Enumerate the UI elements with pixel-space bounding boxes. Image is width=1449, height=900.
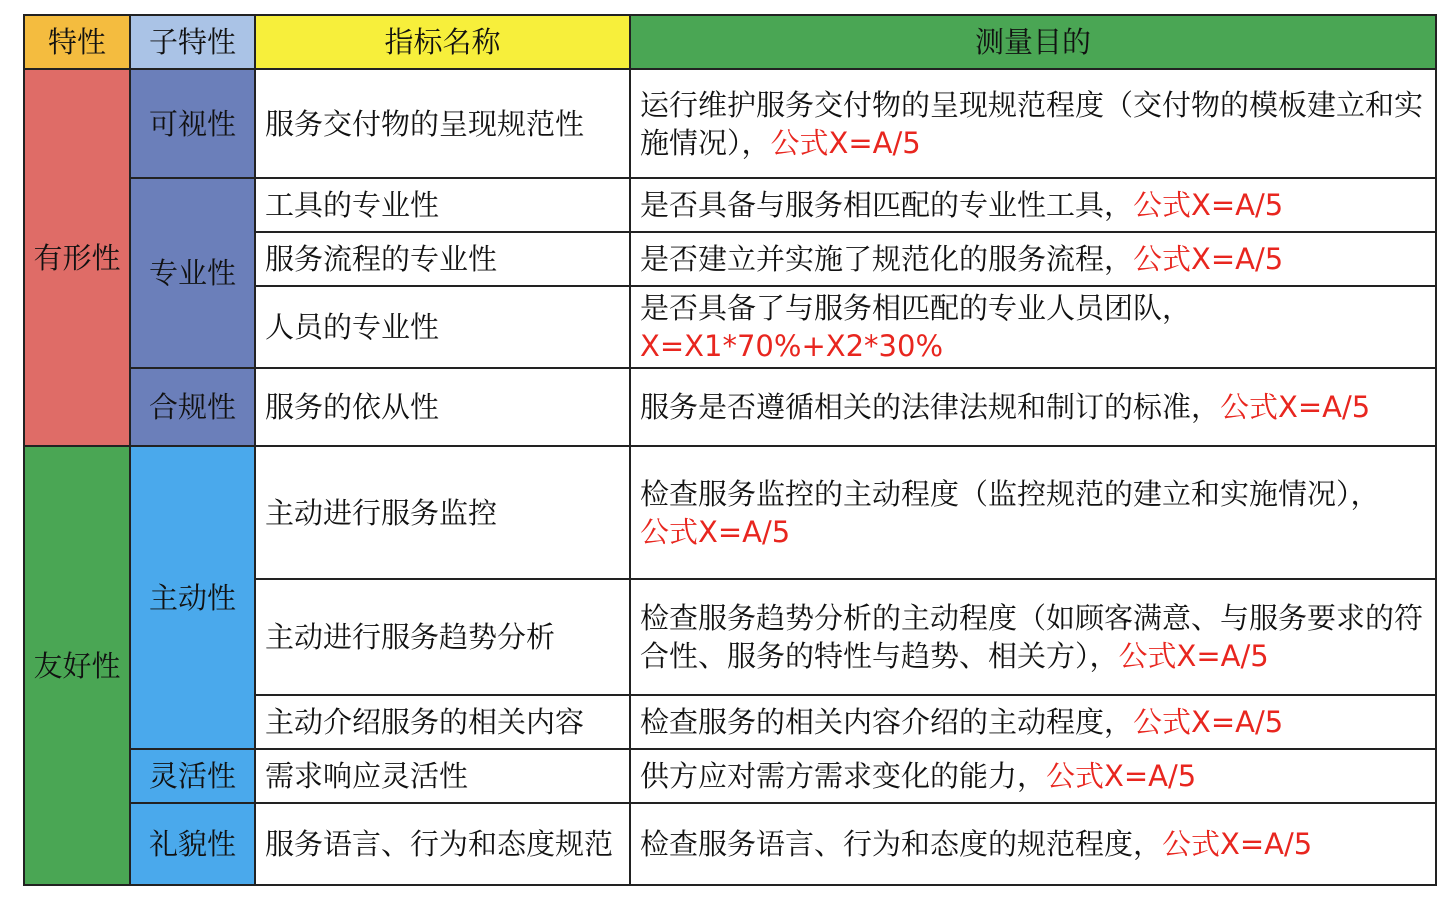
table-row	[24, 178, 1436, 232]
purpose-text: 检查服务语言、行为和态度的规范程度，	[640, 827, 1163, 861]
table-row	[24, 749, 1436, 803]
table-row	[24, 803, 1436, 885]
measure-purpose	[630, 178, 1436, 232]
purpose-text: 服务是否遵循相关的法律法规和制订的标准，	[640, 390, 1221, 424]
formula-text: 公式X=A/5	[770, 125, 921, 160]
indicator-name: 服务的依从性	[255, 368, 630, 446]
header-measure-purpose: 测量目的	[630, 15, 1436, 69]
measure-purpose	[630, 232, 1436, 286]
group-tangible: 有形性	[24, 69, 130, 446]
indicator-name: 服务交付物的呈现规范性	[255, 69, 630, 178]
measure-purpose	[630, 579, 1436, 695]
subgroup-compliance: 合规性	[130, 368, 255, 446]
table-row	[24, 69, 1436, 178]
formula-text: 公式X=A/5	[1162, 827, 1313, 861]
table-row	[24, 446, 1436, 579]
formula-text: 公式X=A/5	[1133, 705, 1284, 739]
header-characteristic: 特性	[24, 15, 130, 69]
measure-purpose	[630, 286, 1436, 368]
indicator-name: 工具的专业性	[255, 178, 630, 232]
indicator-name: 服务语言、行为和态度规范	[255, 803, 630, 885]
formula-text: 公式X=A/5	[1133, 188, 1284, 222]
indicator-name: 人员的专业性	[255, 286, 630, 368]
formula-text: 公式X=A/5	[1220, 390, 1371, 424]
purpose-text: 运行维护服务交付物的呈现规范程度（交付物的模板建立和实施情况），	[640, 87, 1424, 160]
formula-text: 公式X=A/5	[640, 514, 791, 549]
formula-text: 公式X=A/5	[1118, 639, 1269, 673]
indicator-name: 主动介绍服务的相关内容	[255, 695, 630, 749]
subgroup-active: 主动性	[130, 446, 255, 749]
purpose-text: 检查服务的相关内容介绍的主动程度，	[640, 705, 1134, 739]
purpose-text: 检查服务趋势分析的主动程度（如顾客满意、与服务要求的符合性、服务的特性与趋势、相关方），	[640, 601, 1424, 673]
measure-purpose	[630, 69, 1436, 178]
metrics-table	[23, 14, 1437, 886]
header-row	[24, 15, 1436, 69]
header-sub-characteristic: 子特性	[130, 15, 255, 69]
measure-purpose	[630, 803, 1436, 885]
purpose-text: 检查服务监控的主动程度（监控规范的建立和实施情况），	[640, 476, 1380, 511]
purpose-text: 供方应对需方需求变化的能力，	[640, 759, 1047, 793]
indicator-name: 需求响应灵活性	[255, 749, 630, 803]
formula-text: 公式X=A/5	[1046, 759, 1197, 793]
header-indicator-name: 指标名称	[255, 15, 630, 69]
purpose-text: 是否具备与服务相匹配的专业性工具，	[640, 188, 1134, 222]
subgroup-polite: 礼貌性	[130, 803, 255, 885]
subgroup-visual: 可视性	[130, 69, 255, 178]
purpose-text: 是否具备了与服务相匹配的专业人员团队，	[640, 291, 1192, 325]
indicator-name: 主动进行服务趋势分析	[255, 579, 630, 695]
measure-purpose	[630, 749, 1436, 803]
indicator-name: 服务流程的专业性	[255, 232, 630, 286]
measure-purpose	[630, 368, 1436, 446]
group-friendly: 友好性	[24, 446, 130, 885]
subgroup-professional: 专业性	[130, 178, 255, 368]
formula-text: 公式X=A/5	[1133, 242, 1284, 276]
formula-text: X=X1*70%+X2*30%	[640, 329, 944, 363]
measure-purpose	[630, 695, 1436, 749]
subgroup-flexible: 灵活性	[130, 749, 255, 803]
measure-purpose	[630, 446, 1436, 579]
purpose-text: 是否建立并实施了规范化的服务流程，	[640, 242, 1134, 276]
indicator-name: 主动进行服务监控	[255, 446, 630, 579]
table-row	[24, 368, 1436, 446]
